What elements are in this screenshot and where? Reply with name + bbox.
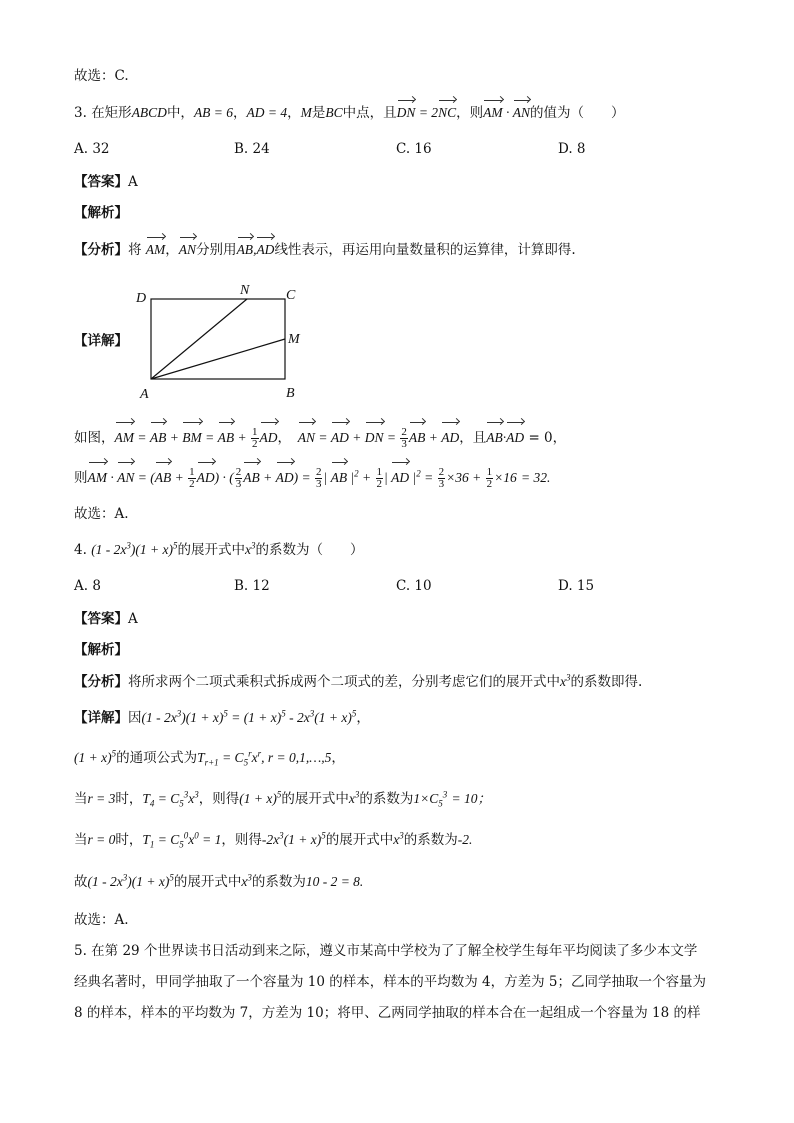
label-d: D: [136, 291, 147, 306]
q4-option-a[interactable]: A. 8: [74, 578, 101, 594]
label-n: N: [240, 283, 250, 298]
q3-answer: 【答案】A: [74, 174, 138, 190]
q4-option-b[interactable]: B. 12: [234, 578, 270, 594]
q4-conclusion: 故选：A.: [74, 912, 129, 928]
q3-option-a[interactable]: A. 32: [74, 141, 110, 157]
q3-stem: 3. 在矩形ABCD中，AB = 6，AD = 4，M是BC中点，且DN = 2NC，则AM · AN的值为（ ）: [74, 105, 625, 121]
label-b: B: [286, 386, 295, 401]
q4-option-c[interactable]: C. 10: [396, 578, 432, 594]
q3-detail-line2: 则AM · AN = (AB + $\frac{1}{2}$ AD) · ( $\frac{2}{3}$ AB + AD) = $\frac{2}{3}$ | AB $|^2$ + $\frac{1}{2}$ | AD $|^2$ = $\frac{2}{3}$ ×36 + $\frac{1}{2}$ ×16 = 32.: [74, 466, 551, 491]
q2-conclusion: 故选：C.: [74, 68, 129, 84]
q3-option-b[interactable]: B. 24: [234, 141, 270, 157]
q3-option-d[interactable]: D. 8: [558, 141, 586, 157]
label-c: C: [286, 288, 296, 303]
q4-detail-line2: $(1 + x)^5$的通项公式为$T_{r+1} = C_5^rx^r$, r = 0,1,…,5，: [74, 748, 345, 768]
q5-line1: 5. 在第 29 个世界读书日活动到来之际，遵义市某高中学校为了了解全校学生每年平均阅读了多少本文学: [74, 943, 698, 959]
label-a: A: [140, 387, 149, 402]
q4-stem: 4. $(1 - 2x^3)(1 + x)^5$的展开式中$x^3$的系数为（ ）: [74, 540, 364, 558]
rectangle-diagram: [130, 280, 320, 405]
q3-option-c[interactable]: C. 16: [396, 141, 432, 157]
q3-conclusion: 故选：A.: [74, 506, 129, 522]
q3-detail-line1: 如图，AM = AB + BM = AB + $\frac{1}{2}$ AD， AN = AD + DN = $\frac{2}{3}$ AB + AD，且AB·AD = 0，: [74, 426, 567, 451]
q4-detail-line4: 当r = 0时，$T_1 = C_5^0x^0 = 1$，则得$-2x^3(1 + x)^5$的展开式中$x^3$的系数为-2.: [74, 830, 473, 850]
q3-fenxi: 【分析】将 AM，AN分别用AB,AD线性表示，再运用向量数量积的运算律，计算即得.: [74, 242, 576, 258]
q4-detail-line3: 当r = 3时，$T_4 = C_5^3x^3$，则得$(1 + x)^5$的展开式中$x^3$的系数为$1\times C_5^3 = 10$；: [74, 789, 492, 809]
q3-detail-tag: 【详解】: [74, 333, 128, 349]
q4-detail-line5: 故$(1 - 2x^3)(1 + x)^5$的展开式中$x^3$的系数为10 - 2 = 8.: [74, 872, 364, 890]
q4-analysis-tag: 【解析】: [74, 642, 128, 658]
q3-analysis-tag: 【解析】: [74, 205, 128, 221]
q4-detail-line1: 【详解】因$(1 - 2x^3)(1 + x)^5 = (1 + x)^5 - 2x^3(1 + x)^5$，: [74, 708, 370, 726]
q4-answer: 【答案】A: [74, 611, 138, 627]
q5-line2: 经典名著时，甲同学抽取了一个容量为 10 的样本，样本的平均数为 4，方差为 5；乙同学抽取一个容量为: [74, 974, 707, 990]
label-m: M: [288, 332, 300, 347]
q4-option-d[interactable]: D. 15: [558, 578, 595, 594]
q5-line3: 8 的样本，样本的平均数为 7，方差为 10；将甲、乙两同学抽取的样本合在一起组成一个容量为 18 的样: [74, 1005, 701, 1021]
q4-fenxi: 【分析】将所求两个二项式乘积式拆成两个二项式的差，分别考虑它们的展开式中$x^3$的系数即得.: [74, 672, 643, 690]
